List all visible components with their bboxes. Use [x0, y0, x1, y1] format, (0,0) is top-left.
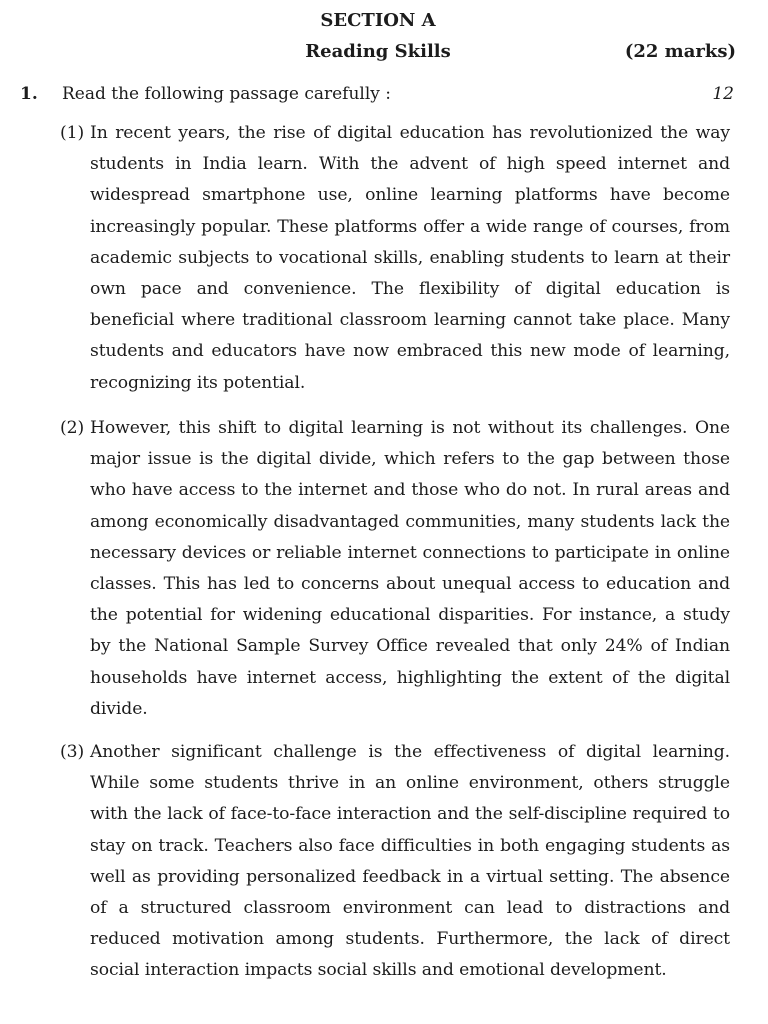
paragraph-text: Another significant challenge is the effectiveness of digital learning. While some students thrive in an online environment, others struggle with the lack of face-to-face interaction and the self-discipline required to stay on track. Teachers also face difficulties in both engaging students as well as providing personalized feedback in a virtual setting. The absence of a structured classroom environment can lead to distractions and reduced motivation among students. Furthermore, the lack of direct social interaction impacts social skills and emotional development.: [90, 742, 730, 981]
question-instruction: Read the following passage carefully :: [62, 84, 392, 104]
paragraph-number: (1): [60, 123, 85, 143]
paragraph-text: However, this shift to digital learning is not without its challenges. One major issue is the digital divide, which refers to the gap between those who have access to the internet and those who do not. In rural areas and among economically disadvantaged communities, many students lack the necessary devices or reliable internet connections to participate in online classes. This has led to concerns about unequal access to education and the potential for widening educational disparities. For instance, a study by the National Sample Survey Office revealed that only 24% of Indian households have internet access, highlighting the extent of the digital divide.: [90, 418, 730, 719]
section-marks: (22 marks): [624, 41, 736, 62]
paragraph-text: In recent years, the rise of digital education has revolutionized the way students in India learn. With the advent of high speed internet and widespread smartphone use, online learning platforms have become increasingly popular. These platforms offer a wide range of courses, from academic subjects to vocational skills, enabling students to learn at their own pace and convenience. The flexibility of digital education is beneficial where traditional classroom learning cannot take place. Many students and educators have now embraced this new mode of learning, recognizing its potential.: [90, 123, 730, 393]
section-subtitle: Reading Skills: [305, 41, 451, 62]
question-row: [0, 80, 768, 108]
question-number: 1.: [20, 84, 38, 104]
passage-paragraph-1: [60, 118, 730, 399]
question-marks: 12: [712, 84, 734, 104]
paragraph-number: (3): [60, 742, 85, 762]
section-title: SECTION A: [320, 10, 436, 31]
passage-paragraph-3: [60, 737, 730, 987]
section-subheading-row: [0, 38, 768, 66]
passage-paragraph-2: [60, 413, 730, 725]
paragraph-number: (2): [60, 418, 85, 438]
